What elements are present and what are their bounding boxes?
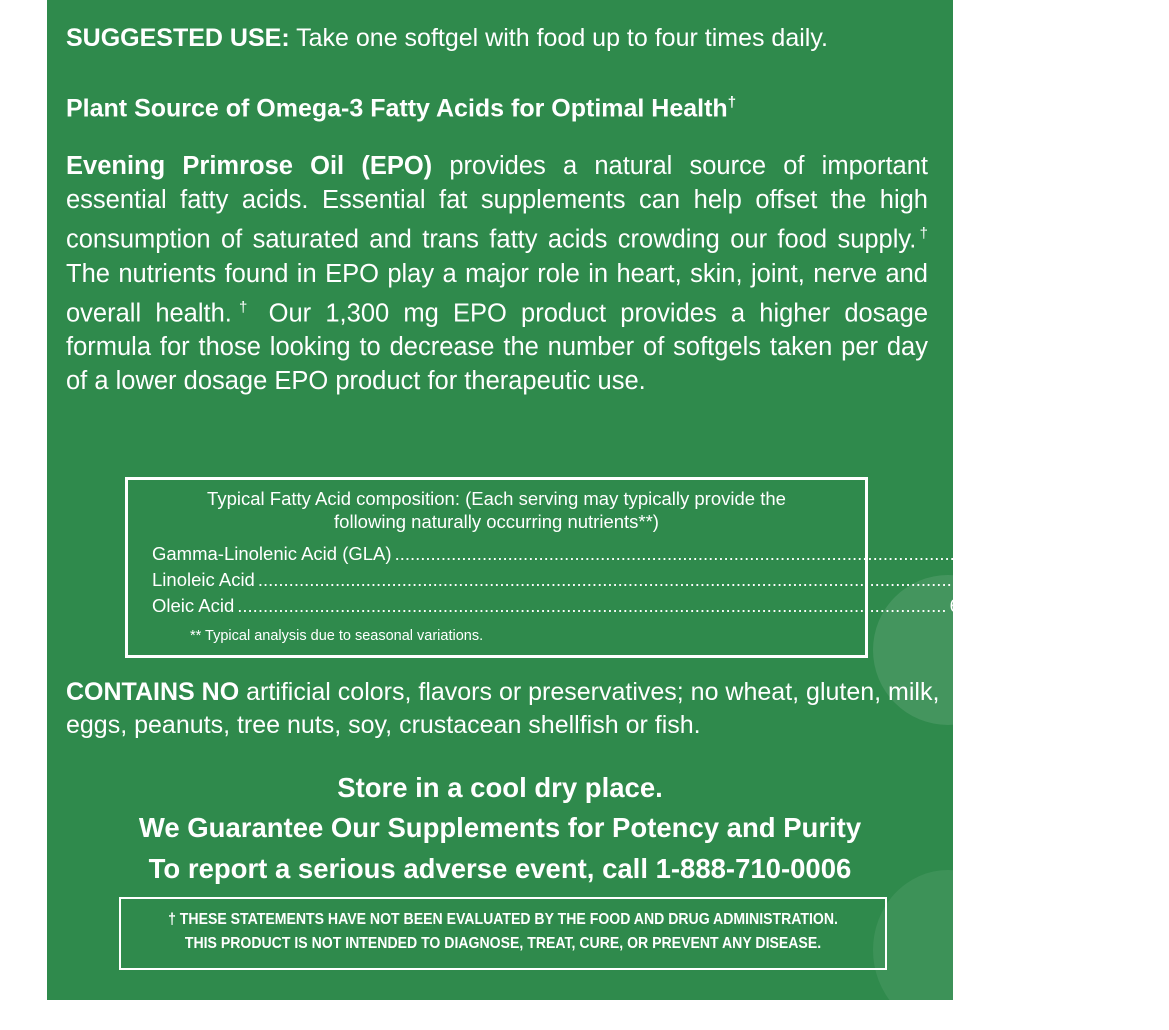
composition-header-line2: following naturally occurring nutrients**) [334, 511, 659, 532]
disclaimer-line2: THIS PRODUCT IS NOT INTENDED TO DIAGNOSE, TREAT, CURE, OR PREVENT ANY DISEASE. [184, 935, 822, 952]
heading [66, 88, 736, 123]
guarantee-statement: We Guarantee Our Supplements for Potency and Purity [138, 812, 862, 843]
contains-no [66, 676, 946, 742]
composition-row [152, 568, 1032, 591]
contains-no-label: CONTAINS NO [66, 678, 240, 706]
suggested-use [66, 23, 828, 53]
suggested-use-text: Take one softgel with food up to four times daily. [289, 24, 828, 52]
disclaimer-line1: † THESE STATEMENTS HAVE NOT BEEN EVALUATED BY THE FOOD AND DRUG ADMINISTRATION. [168, 911, 838, 928]
nutrient-amount: 884 mg [970, 569, 1032, 590]
description-dagger-2: † [231, 298, 255, 316]
composition-row [152, 542, 1169, 565]
heading-dagger: † [727, 94, 737, 111]
storage-instruction: Store in a cool dry place. [337, 772, 663, 803]
description-part2: The nutrients found in EPO play a major role in heart, skin, joint, nerve and overall health. [66, 259, 928, 327]
composition-header [128, 487, 865, 533]
description-part1: provides a natural source of important essential fatty acids. Essential fat supplements can help offset the high consumption of saturated and trans fatty acids crowding our food supply. [66, 152, 928, 254]
nutrient-name: Gamma-Linolenic Acid (GLA) [152, 543, 392, 564]
nutrient-name: Linoleic Acid [152, 569, 255, 590]
suggested-use-label: SUGGESTED USE: [66, 24, 290, 52]
fda-disclaimer [119, 897, 887, 970]
composition-row [152, 594, 1001, 617]
description-paragraph [66, 149, 928, 398]
contains-no-text: artificial colors, flavors or preservatives; no wheat, gluten, milk, eggs, peanuts, tree nuts, soy, crustacean shellfish or fish. [66, 678, 940, 739]
composition-header-line1: Typical Fatty Acid composition: (Each serving may typically provide the [207, 488, 786, 509]
composition-note: ** Typical analysis due to seasonal variations. [190, 628, 484, 644]
leader-dots: .......................................................................................................................................... [237, 595, 947, 616]
description-dagger-1: † [916, 225, 928, 242]
description-lead: Evening Primrose Oil (EPO) [66, 152, 433, 180]
label-panel [47, 0, 1169, 1000]
composition-box [125, 477, 1169, 658]
nutrient-name: Oleic Acid [152, 595, 235, 616]
nutrient-amount: 130 mg [1106, 543, 1169, 564]
nutrient-amount: 65 mg [949, 595, 1001, 616]
description-part3: Our 1,300 mg EPO product provides a higher dosage formula for those looking to decrease the number of softgels taken per day of a lower dosage EPO product for therapeutic use. [66, 299, 929, 395]
decorative-circle [873, 870, 1023, 1030]
adverse-event-report: To report a serious adverse event, call 1-888-710-0006 [148, 853, 852, 884]
leader-dots: .......................................................................................................................................... [394, 543, 1104, 564]
leader-dots: .......................................................................................................................................... [257, 569, 968, 590]
heading-text: Plant Source of Omega-3 Fatty Acids for Optimal Health [66, 94, 728, 123]
